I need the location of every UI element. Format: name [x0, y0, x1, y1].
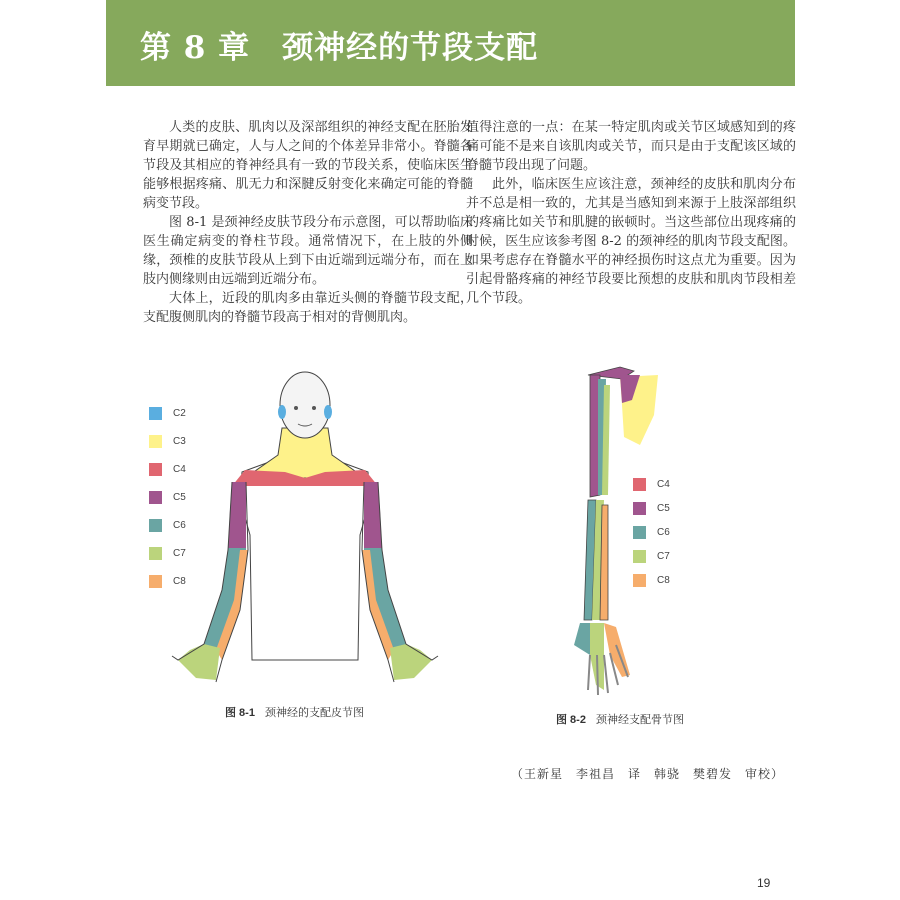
legend-swatch — [633, 502, 646, 515]
legend-swatch — [149, 435, 162, 448]
legend-label: C5 — [657, 503, 670, 514]
figure-number: 图 8-1 — [225, 707, 255, 719]
dermatome-c5-left-arm — [228, 482, 246, 550]
dermatome-c7-right-hand — [390, 644, 432, 680]
legend-label: C6 — [173, 520, 186, 531]
legend-label: C7 — [173, 548, 186, 559]
legend-swatch — [149, 491, 162, 504]
head-c2-region — [324, 405, 332, 419]
paragraph: 人类的皮肤、肌肉以及深部组织的神经支配在胚胎发育早期就已确定，人与人之间的个体差异非常小。脊髓各节段及其相应的脊神经具有一致的节段关系，使临床医生能够根据疼痛、肌无力和深腱反射变化来确定可能的脊髓病变节段。 — [143, 120, 473, 211]
hand-c6 — [574, 623, 592, 655]
legend-swatch — [633, 574, 646, 587]
eye — [294, 406, 298, 410]
legend-swatch — [149, 407, 162, 420]
figure-caption — [225, 704, 364, 720]
text-column-right — [466, 118, 796, 308]
figure-caption-text: 颈神经的支配皮节图 — [264, 706, 364, 719]
legend-swatch — [149, 519, 162, 532]
figure-number: 图 8-2 — [556, 714, 586, 726]
page-number: 19 — [757, 876, 771, 890]
legend-swatch — [633, 526, 646, 539]
paragraph: 值得注意的一点：在某一特定肌肉或关节区域感知到的疼痛可能不是来自该肌肉或关节，而只是由于支配该区域的脊髓节段出现了问题。 — [466, 120, 796, 173]
legend-swatch — [149, 547, 162, 560]
torso — [240, 458, 370, 660]
legend-label: C7 — [657, 551, 670, 562]
dermatome-c5-right-arm — [364, 482, 382, 550]
legend-label: C6 — [657, 527, 670, 538]
legend-swatch — [149, 575, 162, 588]
legend-label: C5 — [173, 492, 186, 503]
eye — [312, 406, 316, 410]
paragraph: 大体上，近段的肌肉多由靠近头侧的脊髓节段支配，支配腹侧肌肉的脊髓节段高于相对的背侧肌肉。 — [143, 291, 473, 325]
dermatome-c7-left-hand — [178, 644, 220, 680]
head — [280, 372, 330, 438]
sclerotome-figure — [560, 355, 670, 700]
legend-label: C4 — [657, 479, 670, 490]
legend-label: C4 — [173, 464, 186, 475]
legend-label: C8 — [657, 575, 670, 586]
chapter-header-banner — [106, 0, 795, 86]
legend-label: C3 — [173, 436, 186, 447]
legend-swatch — [633, 478, 646, 491]
legend-swatch — [149, 463, 162, 476]
legend-label: C2 — [173, 408, 186, 419]
paragraph: 图 8-1 是颈神经皮肤节段分布示意图，可以帮助临床医生确定病变的脊柱节段。通常情况下，在上肢的外侧缘，颈椎的皮肤节段从上到下由近端到远端分布，而在上肢内侧缘则由远端到近端分布。 — [143, 215, 473, 287]
chapter-title: 第 8 章 颈神经的节段支配 — [140, 30, 539, 66]
translator-credits: （王新星 李祖昌 译 韩骁 樊碧发 审校） — [511, 767, 785, 781]
legend-label: C8 — [173, 576, 186, 587]
figure-caption-text: 颈神经支配骨节图 — [595, 713, 684, 726]
figure-caption — [556, 711, 684, 727]
head-c2-region — [278, 405, 286, 419]
paragraph: 此外，临床医生应该注意，颈神经的皮肤和肌肉分布并不总是相一致的，尤其是当感知到来源于上肢深部组织的疼痛比如关节和肌腱的嵌顿时。当这些部位出现疼痛的时候，医生应该参考图 8-2 的颈神经的肌肉节段支配图。如果考虑存在脊髓水平的神经损伤时这点尤为重要。因为引起骨骼疼痛的神经节段要比预想的皮肤和肌肉节段相差几个节段。 — [466, 177, 796, 306]
legend-swatch — [633, 550, 646, 563]
text-column-left — [143, 118, 473, 327]
dermatome-figure — [160, 360, 450, 700]
